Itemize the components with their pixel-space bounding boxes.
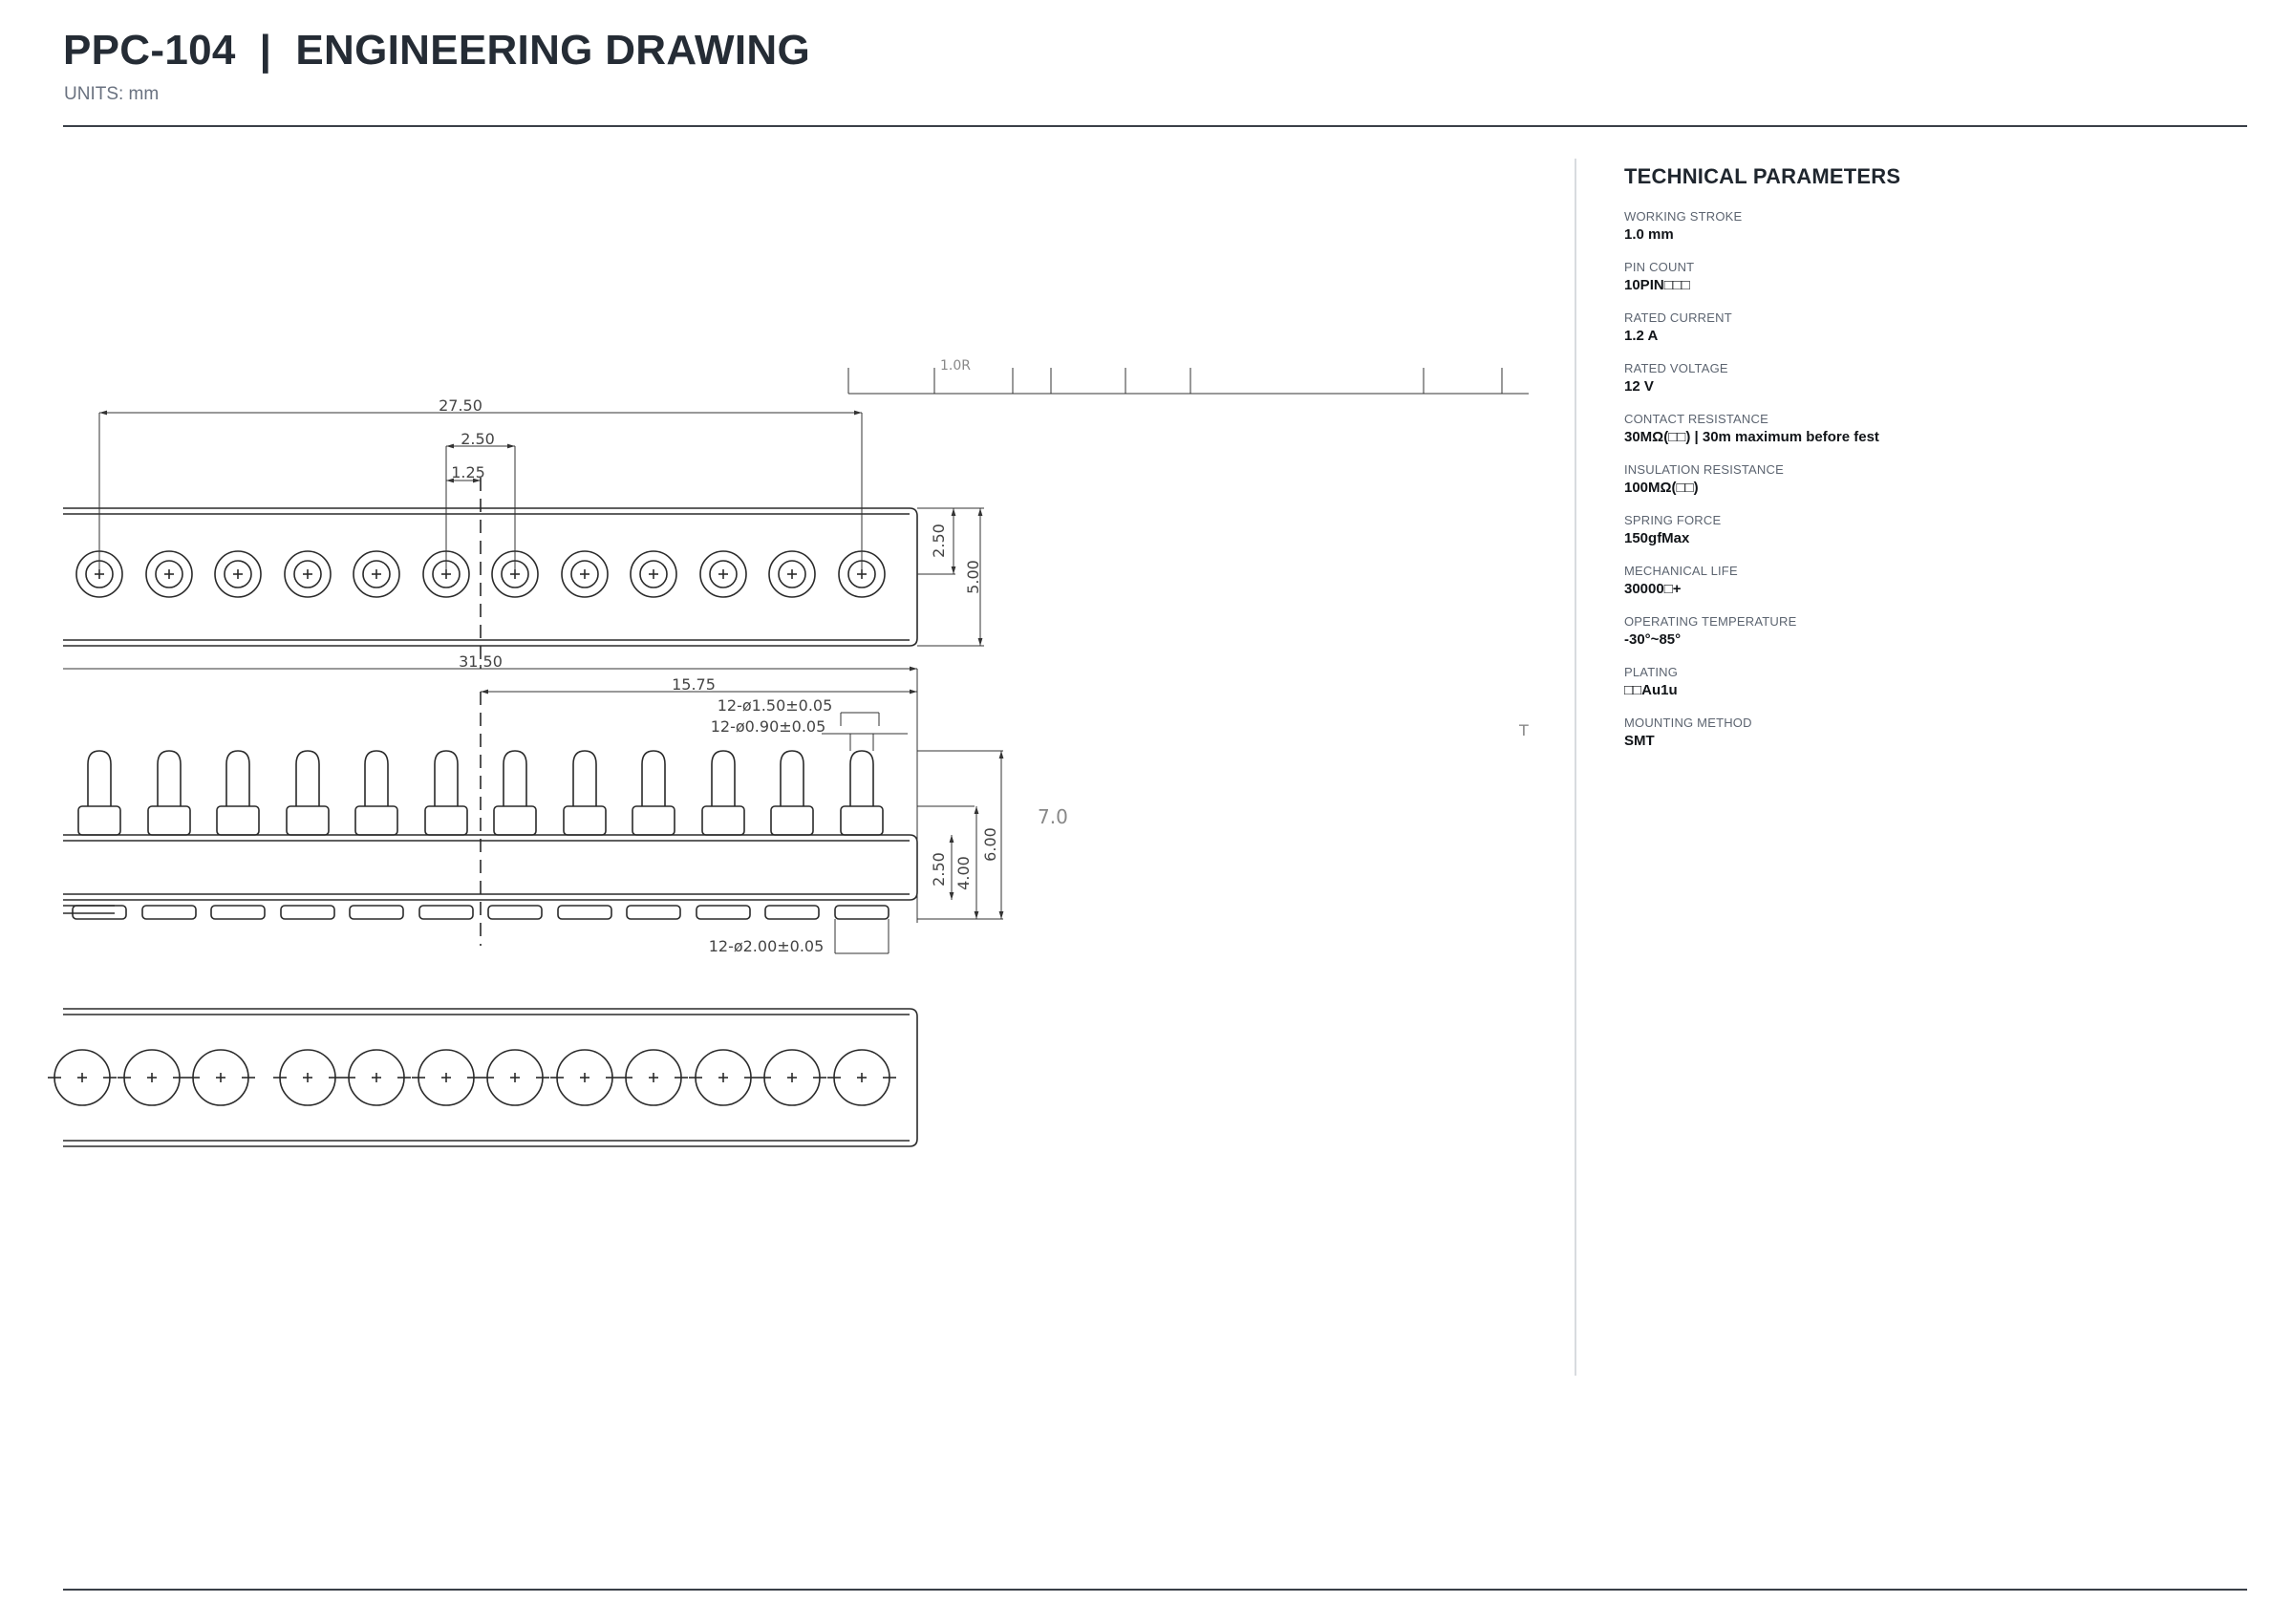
- pin-plunger: [226, 751, 249, 806]
- pin-body: [564, 806, 606, 835]
- pin-pad: [765, 906, 819, 919]
- pin-plunger: [504, 751, 526, 806]
- param-contact-resistance: [1624, 411, 2236, 446]
- pin-plunger: [158, 751, 181, 806]
- pin-body: [148, 806, 190, 835]
- param-pin-count: [1624, 259, 2236, 294]
- dim-31-50: 31.50: [459, 652, 503, 671]
- pin-plunger: [850, 751, 873, 806]
- pin-pad: [73, 906, 126, 919]
- technical-parameters-panel: [1624, 164, 2236, 765]
- pin-pad: [696, 906, 750, 919]
- param-value: 1.2 A: [1624, 328, 1659, 344]
- note-pad-200: 12-ø2.00±0.05: [708, 937, 825, 955]
- pin-body: [771, 806, 813, 835]
- param-label: RATED CURRENT: [1624, 310, 1732, 325]
- pin-pad: [211, 906, 265, 919]
- param-value: 12 V: [1624, 378, 1654, 395]
- param-label: MECHANICAL LIFE: [1624, 564, 1738, 578]
- pin-body: [425, 806, 467, 835]
- pin-plunger: [296, 751, 319, 806]
- fragment-7-0: 7.0: [1038, 805, 1068, 828]
- param-value: 100MΩ(□□): [1624, 480, 1699, 496]
- dim-1-25: 1.25: [451, 463, 485, 481]
- param-label: WORKING STROKE: [1624, 209, 1743, 224]
- param-value: 30MΩ(□□) | 30m maximum before fest: [1624, 429, 1879, 445]
- units-label: UNITS: mm: [64, 84, 160, 104]
- param-label: MOUNTING METHOD: [1624, 716, 1752, 730]
- panel-title: TECHNICAL PARAMETERS: [1624, 164, 1901, 188]
- dim-4-00: 4.00: [954, 856, 973, 890]
- pin-body: [841, 806, 883, 835]
- dim-2-50-mid: 2.50: [930, 852, 948, 887]
- pin-plunger: [435, 751, 458, 806]
- pin-pad: [835, 906, 889, 919]
- param-mounting-method: [1624, 715, 2236, 750]
- param-rated-voltage: [1624, 360, 2236, 395]
- param-spring-force: [1624, 512, 2236, 547]
- pin-plunger: [88, 751, 111, 806]
- pin-pad: [281, 906, 334, 919]
- pin-plunger: [573, 751, 596, 806]
- param-label: PLATING: [1624, 665, 1679, 679]
- param-insulation-resistance: [1624, 461, 2236, 497]
- fragment-t: T: [1519, 721, 1529, 739]
- param-operating-temperature: [1624, 613, 2236, 649]
- param-working-stroke: [1624, 208, 2236, 244]
- param-mechanical-life: [1624, 563, 2236, 598]
- param-label: OPERATING TEMPERATURE: [1624, 614, 1797, 629]
- param-value: 10PIN□□□: [1624, 277, 1690, 293]
- dim-2-50-top: 2.50: [461, 430, 495, 448]
- pin-pad: [627, 906, 680, 919]
- dim-27-50: 27.50: [439, 396, 482, 415]
- dim-5-00: 5.00: [964, 560, 982, 594]
- pin-body: [217, 806, 259, 835]
- pin-plunger: [365, 751, 388, 806]
- param-value: -30°~85°: [1624, 631, 1682, 648]
- footer-rule: [63, 1589, 2247, 1591]
- param-label: SPRING FORCE: [1624, 513, 1722, 527]
- param-list: [1624, 208, 2236, 750]
- param-label: PIN COUNT: [1624, 260, 1695, 274]
- param-value: 150gfMax: [1624, 530, 1690, 546]
- param-value: 1.0 mm: [1624, 226, 1674, 243]
- param-value: SMT: [1624, 733, 1655, 749]
- param-value: □□Au1u: [1624, 682, 1678, 698]
- dim-15-75: 15.75: [672, 675, 716, 694]
- fragment-1-0r: 1.0R: [940, 358, 971, 374]
- pin-body: [702, 806, 744, 835]
- panel-divider: [1575, 159, 1576, 1376]
- pin-body: [355, 806, 397, 835]
- pin-body: [287, 806, 329, 835]
- note-hole-090: 12-ø0.90±0.05: [710, 717, 826, 736]
- param-label: RATED VOLTAGE: [1624, 361, 1728, 375]
- pin-plunger: [712, 751, 735, 806]
- pin-pad: [558, 906, 611, 919]
- pin-body: [494, 806, 536, 835]
- dim-2-50-side: 2.50: [930, 524, 948, 558]
- dim-6-00: 6.00: [981, 827, 999, 862]
- pin-pad: [142, 906, 196, 919]
- pin-body: [78, 806, 120, 835]
- pin-plunger: [642, 751, 665, 806]
- pin-plunger: [781, 751, 804, 806]
- param-plating: [1624, 664, 2236, 699]
- pin-pad: [419, 906, 473, 919]
- pin-body: [632, 806, 675, 835]
- page-title: PPC-104 | ENGINEERING DRAWING: [63, 27, 810, 74]
- param-rated-current: [1624, 310, 2236, 345]
- pin-pad: [488, 906, 542, 919]
- pin-pad: [350, 906, 403, 919]
- param-value: 30000□+: [1624, 581, 1682, 597]
- param-label: INSULATION RESISTANCE: [1624, 462, 1784, 477]
- side-view-outline: [63, 835, 917, 900]
- note-hole-150: 12-ø1.50±0.05: [717, 696, 833, 715]
- param-label: CONTACT RESISTANCE: [1624, 412, 1768, 426]
